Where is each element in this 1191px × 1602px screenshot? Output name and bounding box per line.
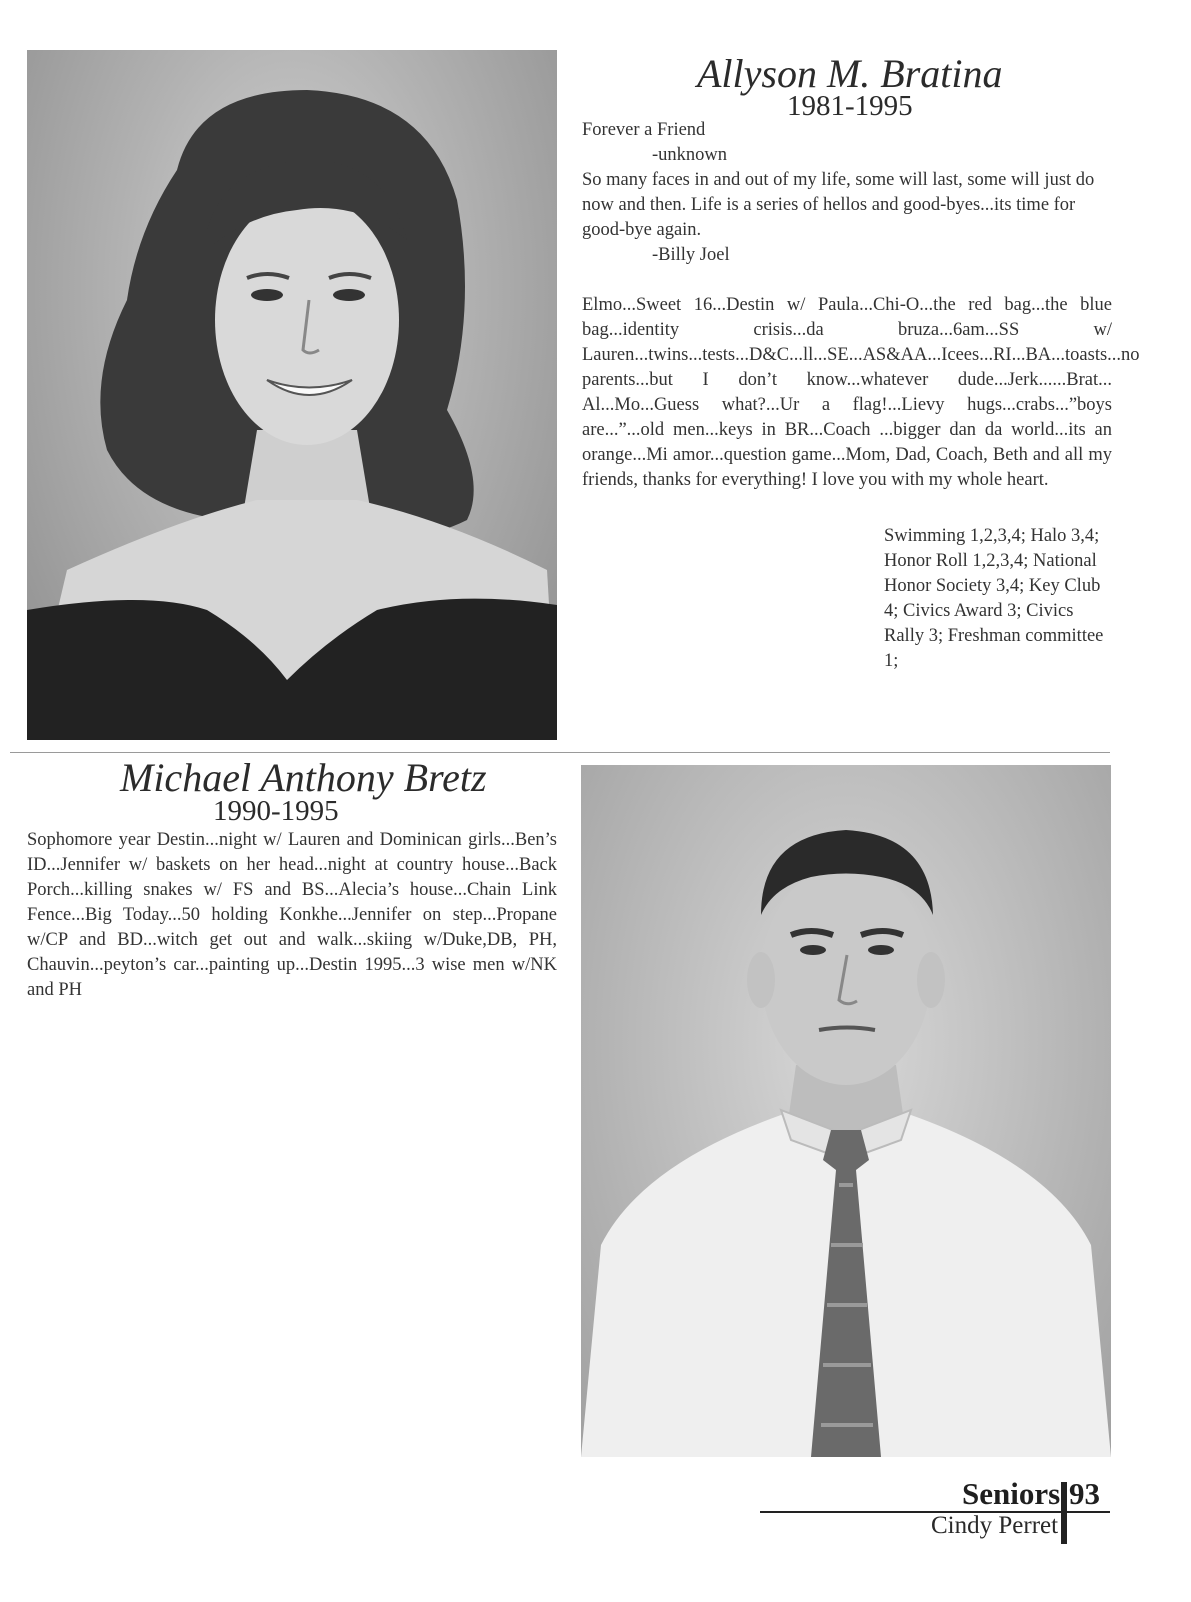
student-quotes bbox=[582, 118, 1112, 268]
quote-author: -unknown bbox=[652, 145, 728, 165]
quote-text: Forever a Friend bbox=[582, 120, 706, 140]
portrait-photo-allyson bbox=[27, 50, 557, 740]
student-activities: Swimming 1,2,3,4; Halo 3,4; Honor Roll 1,2,3,4; National Honor Society 3,4; Key Club 4; Civics Award 3; Civics Rally 3; Freshman committee 1; bbox=[884, 526, 1104, 671]
student-name: Allyson M. Bratina bbox=[697, 51, 1003, 96]
student-name: Michael Anthony Bretz bbox=[120, 755, 487, 800]
page-number: 93 bbox=[1069, 1476, 1100, 1511]
portrait-photo-michael bbox=[581, 765, 1111, 1457]
footer-vertical-bar bbox=[1061, 1482, 1067, 1544]
quote-author: -Billy Joel bbox=[652, 245, 730, 265]
student-years: 1981-1995 bbox=[787, 90, 913, 122]
student-memories: Sophomore year Destin...night w/ Lauren and Dominican girls...Ben’s ID...Jennifer w/ baskets on her head...night at country house...Back Porch...killing snakes w/ FS and BS...Alecia’s house...Chain Link Fence...Big Today...50 holding Konkhe...Jennifer on step...Propane w/CP and BD...witch get out and walk...skiing w/Duke,DB, PH, Chauvin...peyton’s car...painting up...Destin 1995...3 wise men w/NK and PH bbox=[27, 830, 557, 1000]
quote-text: So many faces in and out of my life, some will last, some will just do now and then. Life is a series of hellos and good-byes...its time for good-bye again. bbox=[582, 170, 1095, 240]
section-label: Seniors bbox=[962, 1476, 1061, 1511]
page-credit: Cindy Perret bbox=[931, 1512, 1059, 1539]
student-years: 1990-1995 bbox=[213, 795, 339, 827]
student-memories: Elmo...Sweet 16...Destin w/ Paula...Chi-O...the red bag...the blue bag...identity crisis...da bruza...6am...SS w/ Lauren...twins...tests...D&C...ll...SE...AS&AA...Icees...RI...BA...toasts...no parents...but I don’t know...whatever dude...Jerk......Brat... Al...Mo...Guess what?...Ur a flag!...Lievy hugs...crabs...”boys are...”...old men...keys in BR...Coach ...bigger dan da world...its an orange...Mi amor...question game...Mom, Dad, Coach, Beth and all my friends, thanks for everything! I love you with my whole heart. bbox=[582, 295, 1140, 490]
section-divider bbox=[10, 752, 1110, 753]
